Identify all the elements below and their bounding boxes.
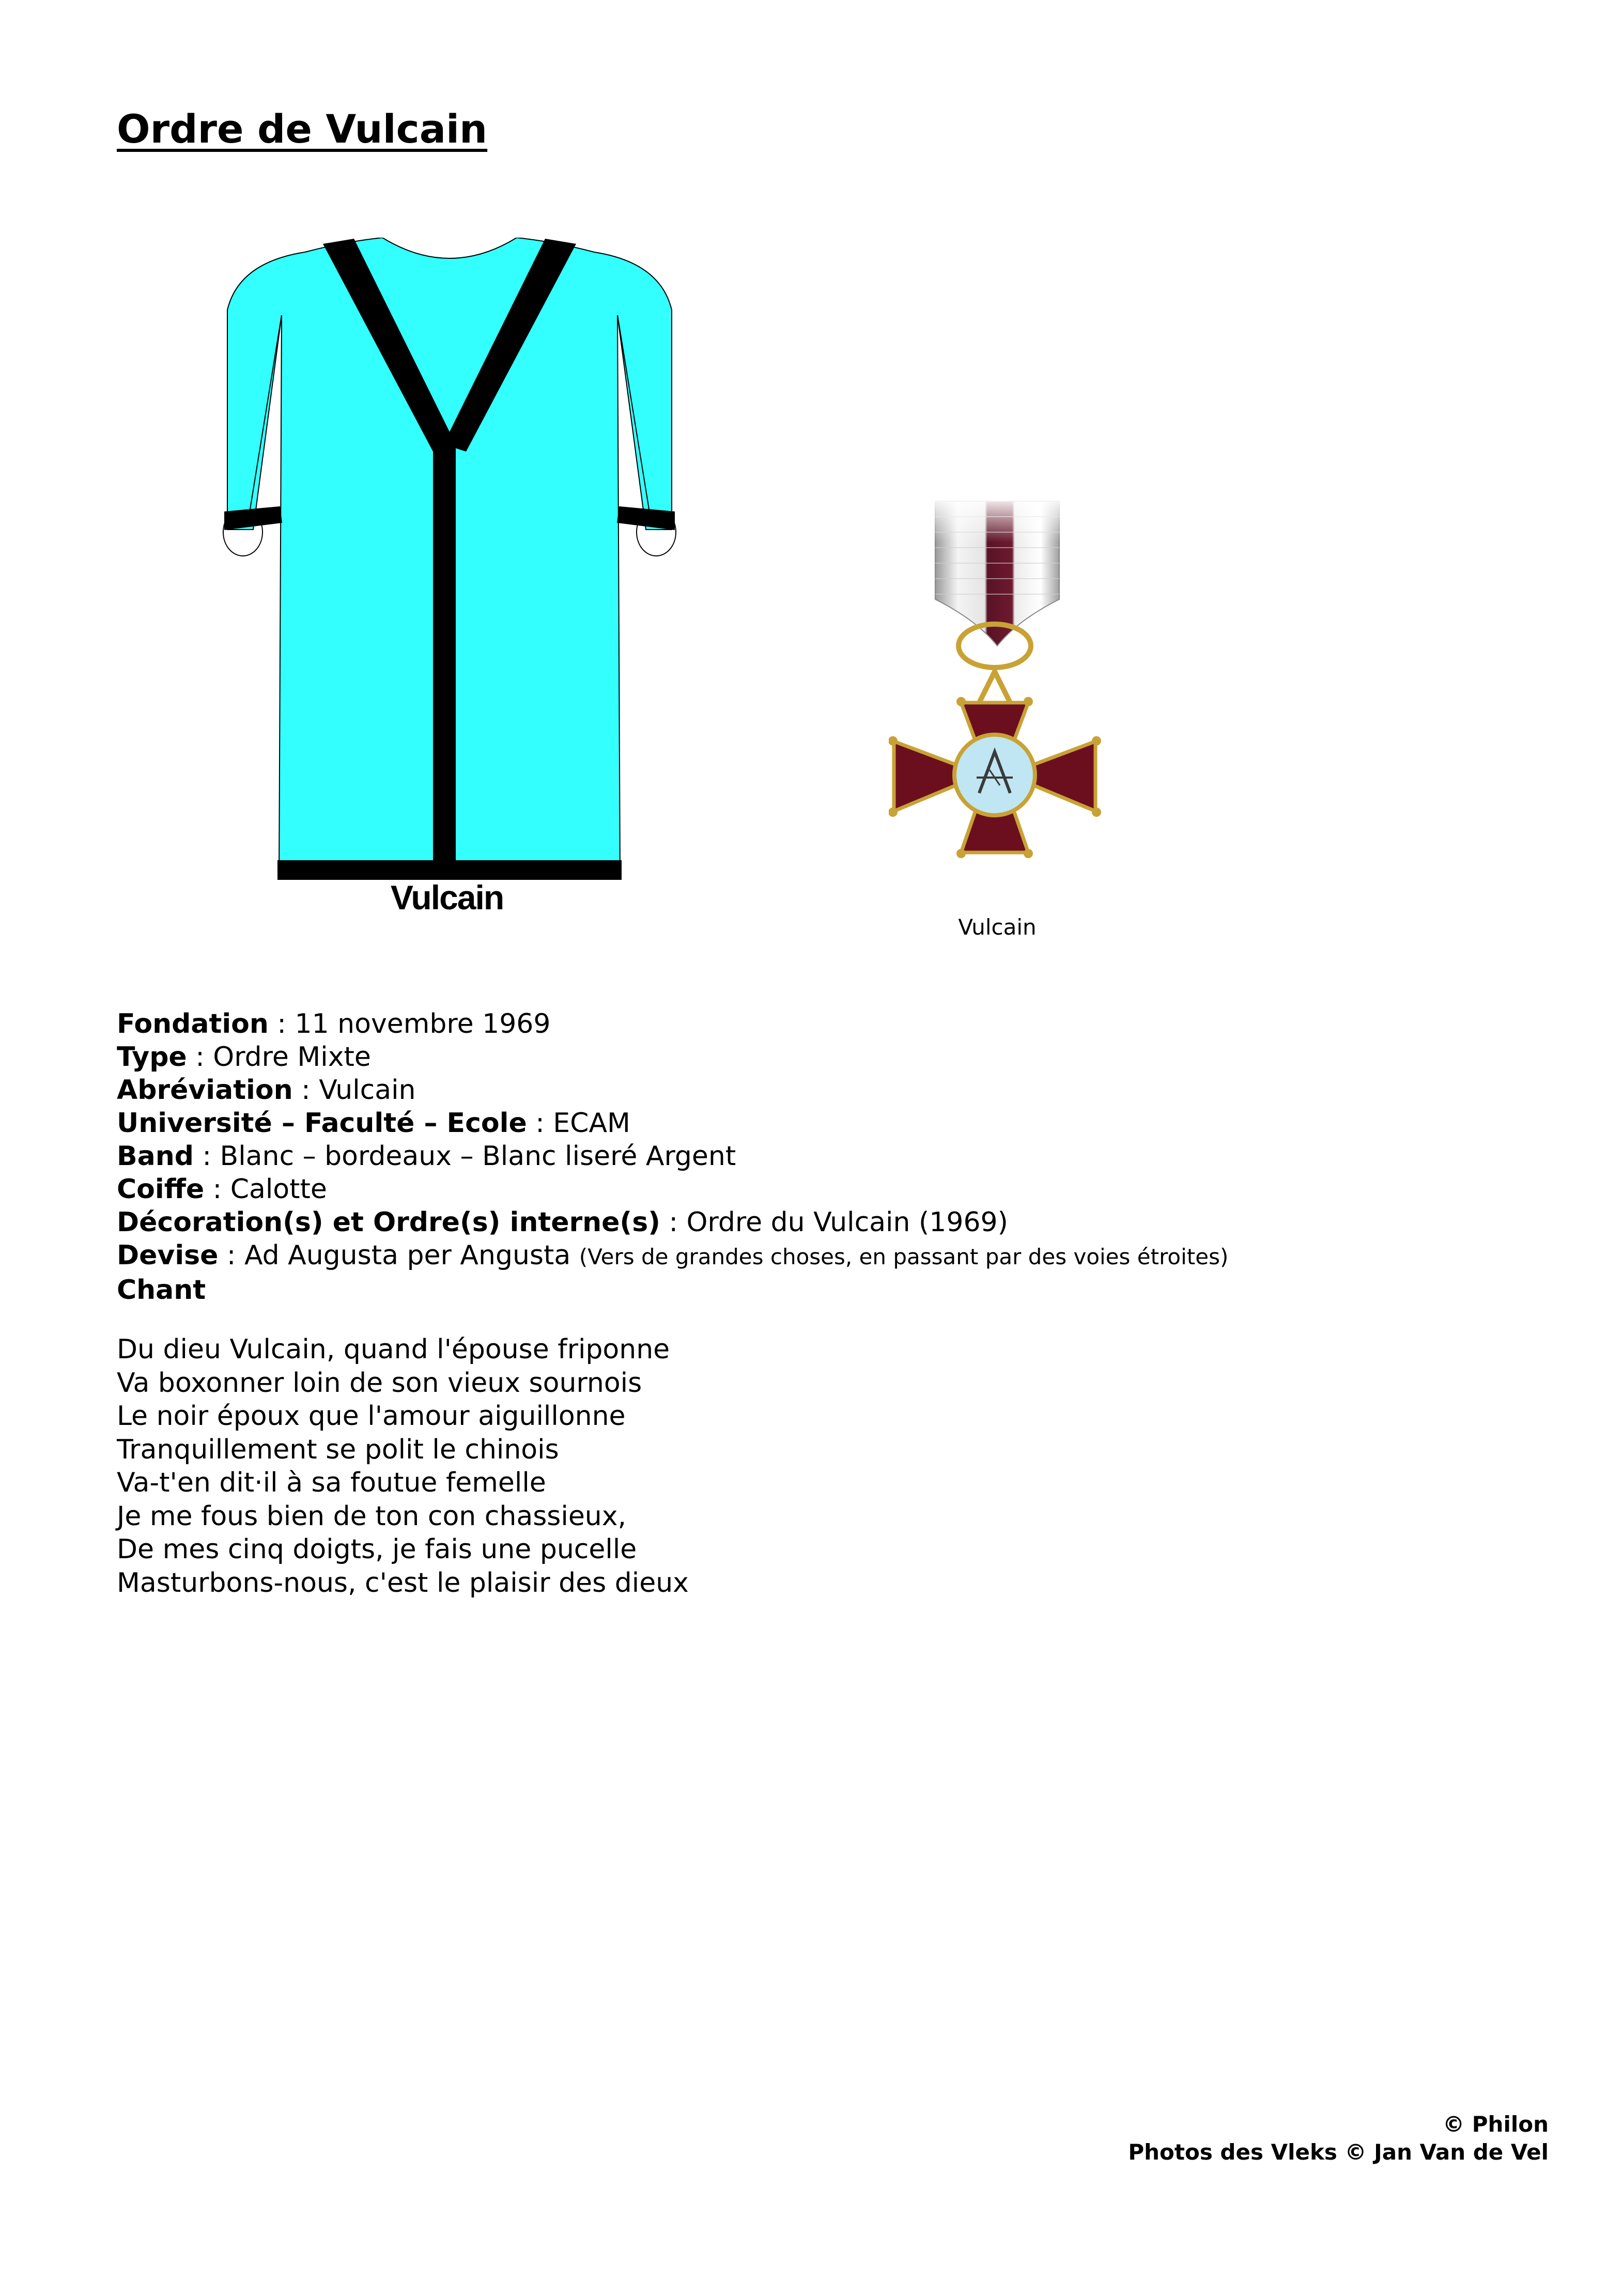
- song-line: Va boxonner loin de son vieux sournois: [117, 1367, 642, 1399]
- song-line: Masturbons-nous, c'est le plaisir des dieux: [117, 1567, 689, 1599]
- song-lyrics: [117, 1333, 689, 1600]
- fact-chant: Chant: [117, 1275, 206, 1306]
- fact-coiffe: Coiffe : Calotte: [117, 1174, 327, 1205]
- robe-drawing: [217, 238, 682, 930]
- robe-hem: [277, 860, 622, 880]
- credit-photos: Photos des Vleks © Jan Van de Vel: [1128, 2139, 1549, 2165]
- song-line: De mes cinq doigts, je fais une pucelle: [117, 1534, 637, 1565]
- fact-universite: Université – Faculté – Ecole : ECAM: [117, 1108, 630, 1139]
- song-line: Va-t'en dit·il à sa foutue femelle: [117, 1467, 546, 1498]
- song-line: Tranquillement se polit le chinois: [117, 1434, 559, 1465]
- medal-center: [954, 735, 1035, 815]
- robe-label: Vulcain: [390, 878, 504, 917]
- medal-photo: [889, 496, 1106, 899]
- medal-cross: [889, 697, 1101, 858]
- medal-drawing: [889, 496, 1106, 899]
- fact-band: Band : Blanc – bordeaux – Blanc liseré Argent: [117, 1141, 736, 1172]
- fact-abreviation: Abréviation : Vulcain: [117, 1075, 416, 1106]
- song-line: Je me fous bien de ton con chassieux,: [117, 1500, 627, 1532]
- robe-illustration: [217, 238, 682, 930]
- fact-devise: Devise : Ad Augusta per Angusta (Vers de grandes choses, en passant par des voies étroites): [117, 1240, 1229, 1271]
- fact-type: Type : Ordre Mixte: [117, 1042, 371, 1073]
- fact-decorations: Décoration(s) et Ordre(s) interne(s) : Ordre du Vulcain (1969): [117, 1207, 1008, 1238]
- credits: [1128, 2111, 1549, 2166]
- facts-list: [117, 1007, 1512, 1307]
- song-line: Le noir époux que l'amour aiguillonne: [117, 1401, 626, 1432]
- credit-author: © Philon: [1443, 2112, 1549, 2137]
- page-title: Ordre de Vulcain: [117, 106, 488, 152]
- song-line: Du dieu Vulcain, quand l'épouse friponne: [117, 1334, 670, 1365]
- medal-caption: Vulcain: [958, 914, 1037, 940]
- fact-fondation: Fondation : 11 novembre 1969: [117, 1009, 551, 1040]
